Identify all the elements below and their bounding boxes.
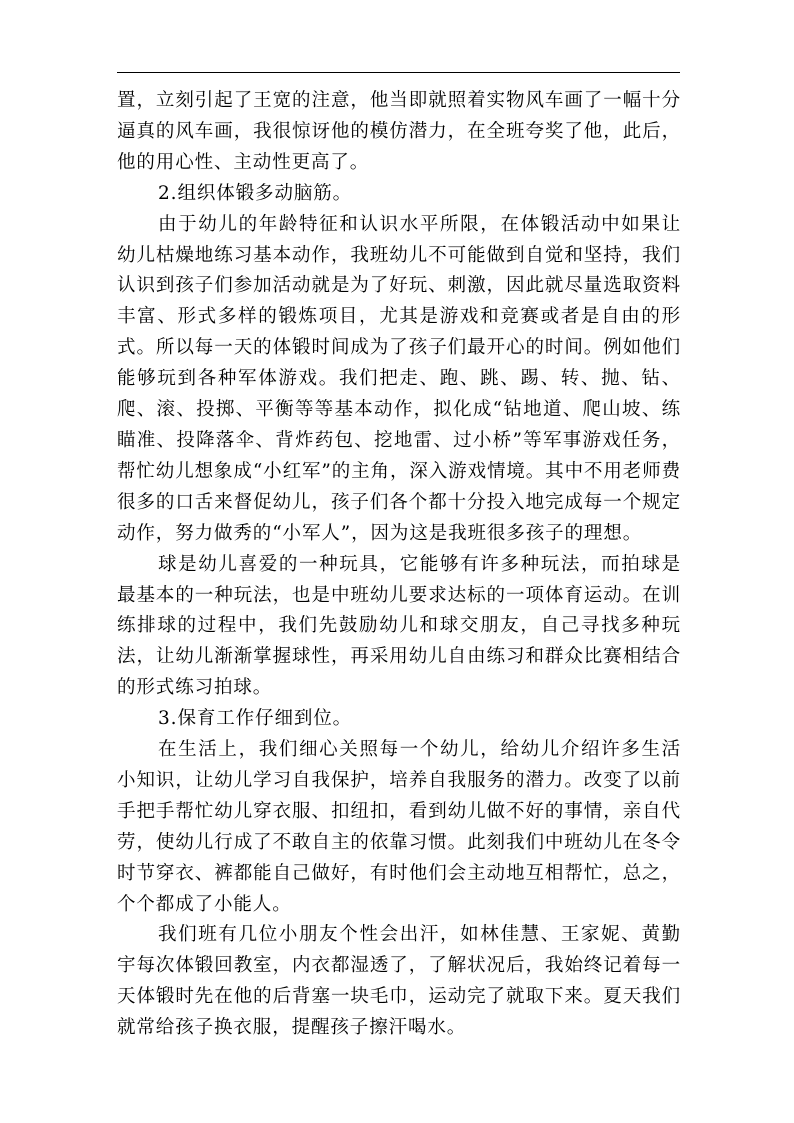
section-heading-2: 2.组织体锻多动脑筋。 [158,182,353,204]
paragraph-physical-exercise: 由于幼儿的年龄特征和认识水平所限，在体锻活动中如果让幼儿枯燥地练习基本动作，我班幼儿不可能做到自觉和坚持，我们认识到孩子们参加活动就是为了好玩、刺激，因此就尽量选取资料丰富、形式多样的锻炼项目，尤其是游戏和竞赛或者是自由的形式。所以每一天的体锻时间成为了孩子们最开心的时间。例如他们能够玩到各种军体游戏。我们把走、跑、跳、踢、转、抛、钻、爬、滚、投掷、平衡等等基本动作，拟化成“钻地道、爬山坡、练瞄准、投降落伞、背炸药包、挖地雷、过小桥”等军事游戏任务，帮忙幼儿想象成“小红军”的主角，深入游戏情境。其中不用老师费很多的口舌来督促幼儿，孩子们各个都十分投入地完成每一个规定动作，努力做秀的“小军人”，因为这是我班很多孩子的理想。 [117,213,681,544]
section-heading-3: 3.保育工作仔细到位。 [158,708,353,730]
paragraph-sweat-care: 我们班有几位小朋友个性会出汗，如林佳慧、王家妮、黄勤宇每次体锻回教室，内衣都湿透了，了解状况后，我始终记着每一天体锻时先在他的后背塞一块毛巾，运动完了就取下来。夏天我们就常给孩子换衣服，提醒孩子擦汗喝水。 [117,924,681,1039]
paragraph-daily-care: 在生活上，我们细心关照每一个幼儿，给幼儿介绍许多生活小知识，让幼儿学习自我保护，培养自我服务的潜力。改变了以前手把手帮忙幼儿穿衣服、扣纽扣，看到幼儿做不好的事情，亲自代劳，使幼儿行成了不敢自主的依靠习惯。此刻我们中班幼儿在冬令时节穿衣、裤都能自己做好，有时他们会主动地互相帮忙，总之，个个都成了小能人。 [117,739,681,915]
paragraph-ball-play: 球是幼儿喜爱的一种玩具，它能够有许多种玩法，而拍球是最基本的一种玩法，也是中班幼儿要求达标的一项体育运动。在训练排球的过程中，我们先鼓励幼儿和球交朋友，自己寻找多种玩法，让幼儿渐渐掌握球性，再采用幼儿自由练习和群众比赛相结合的形式练习拍球。 [117,553,681,699]
header-rule [117,72,680,73]
document-body [117,86,681,1044]
paragraph-continuation: 置，立刻引起了王宽的注意，他当即就照着实物风车画了一幅十分逼真的风车画，我很惊讶他的模仿潜力，在全班夸奖了他，此后，他的用心性、主动性更高了。 [117,90,681,173]
